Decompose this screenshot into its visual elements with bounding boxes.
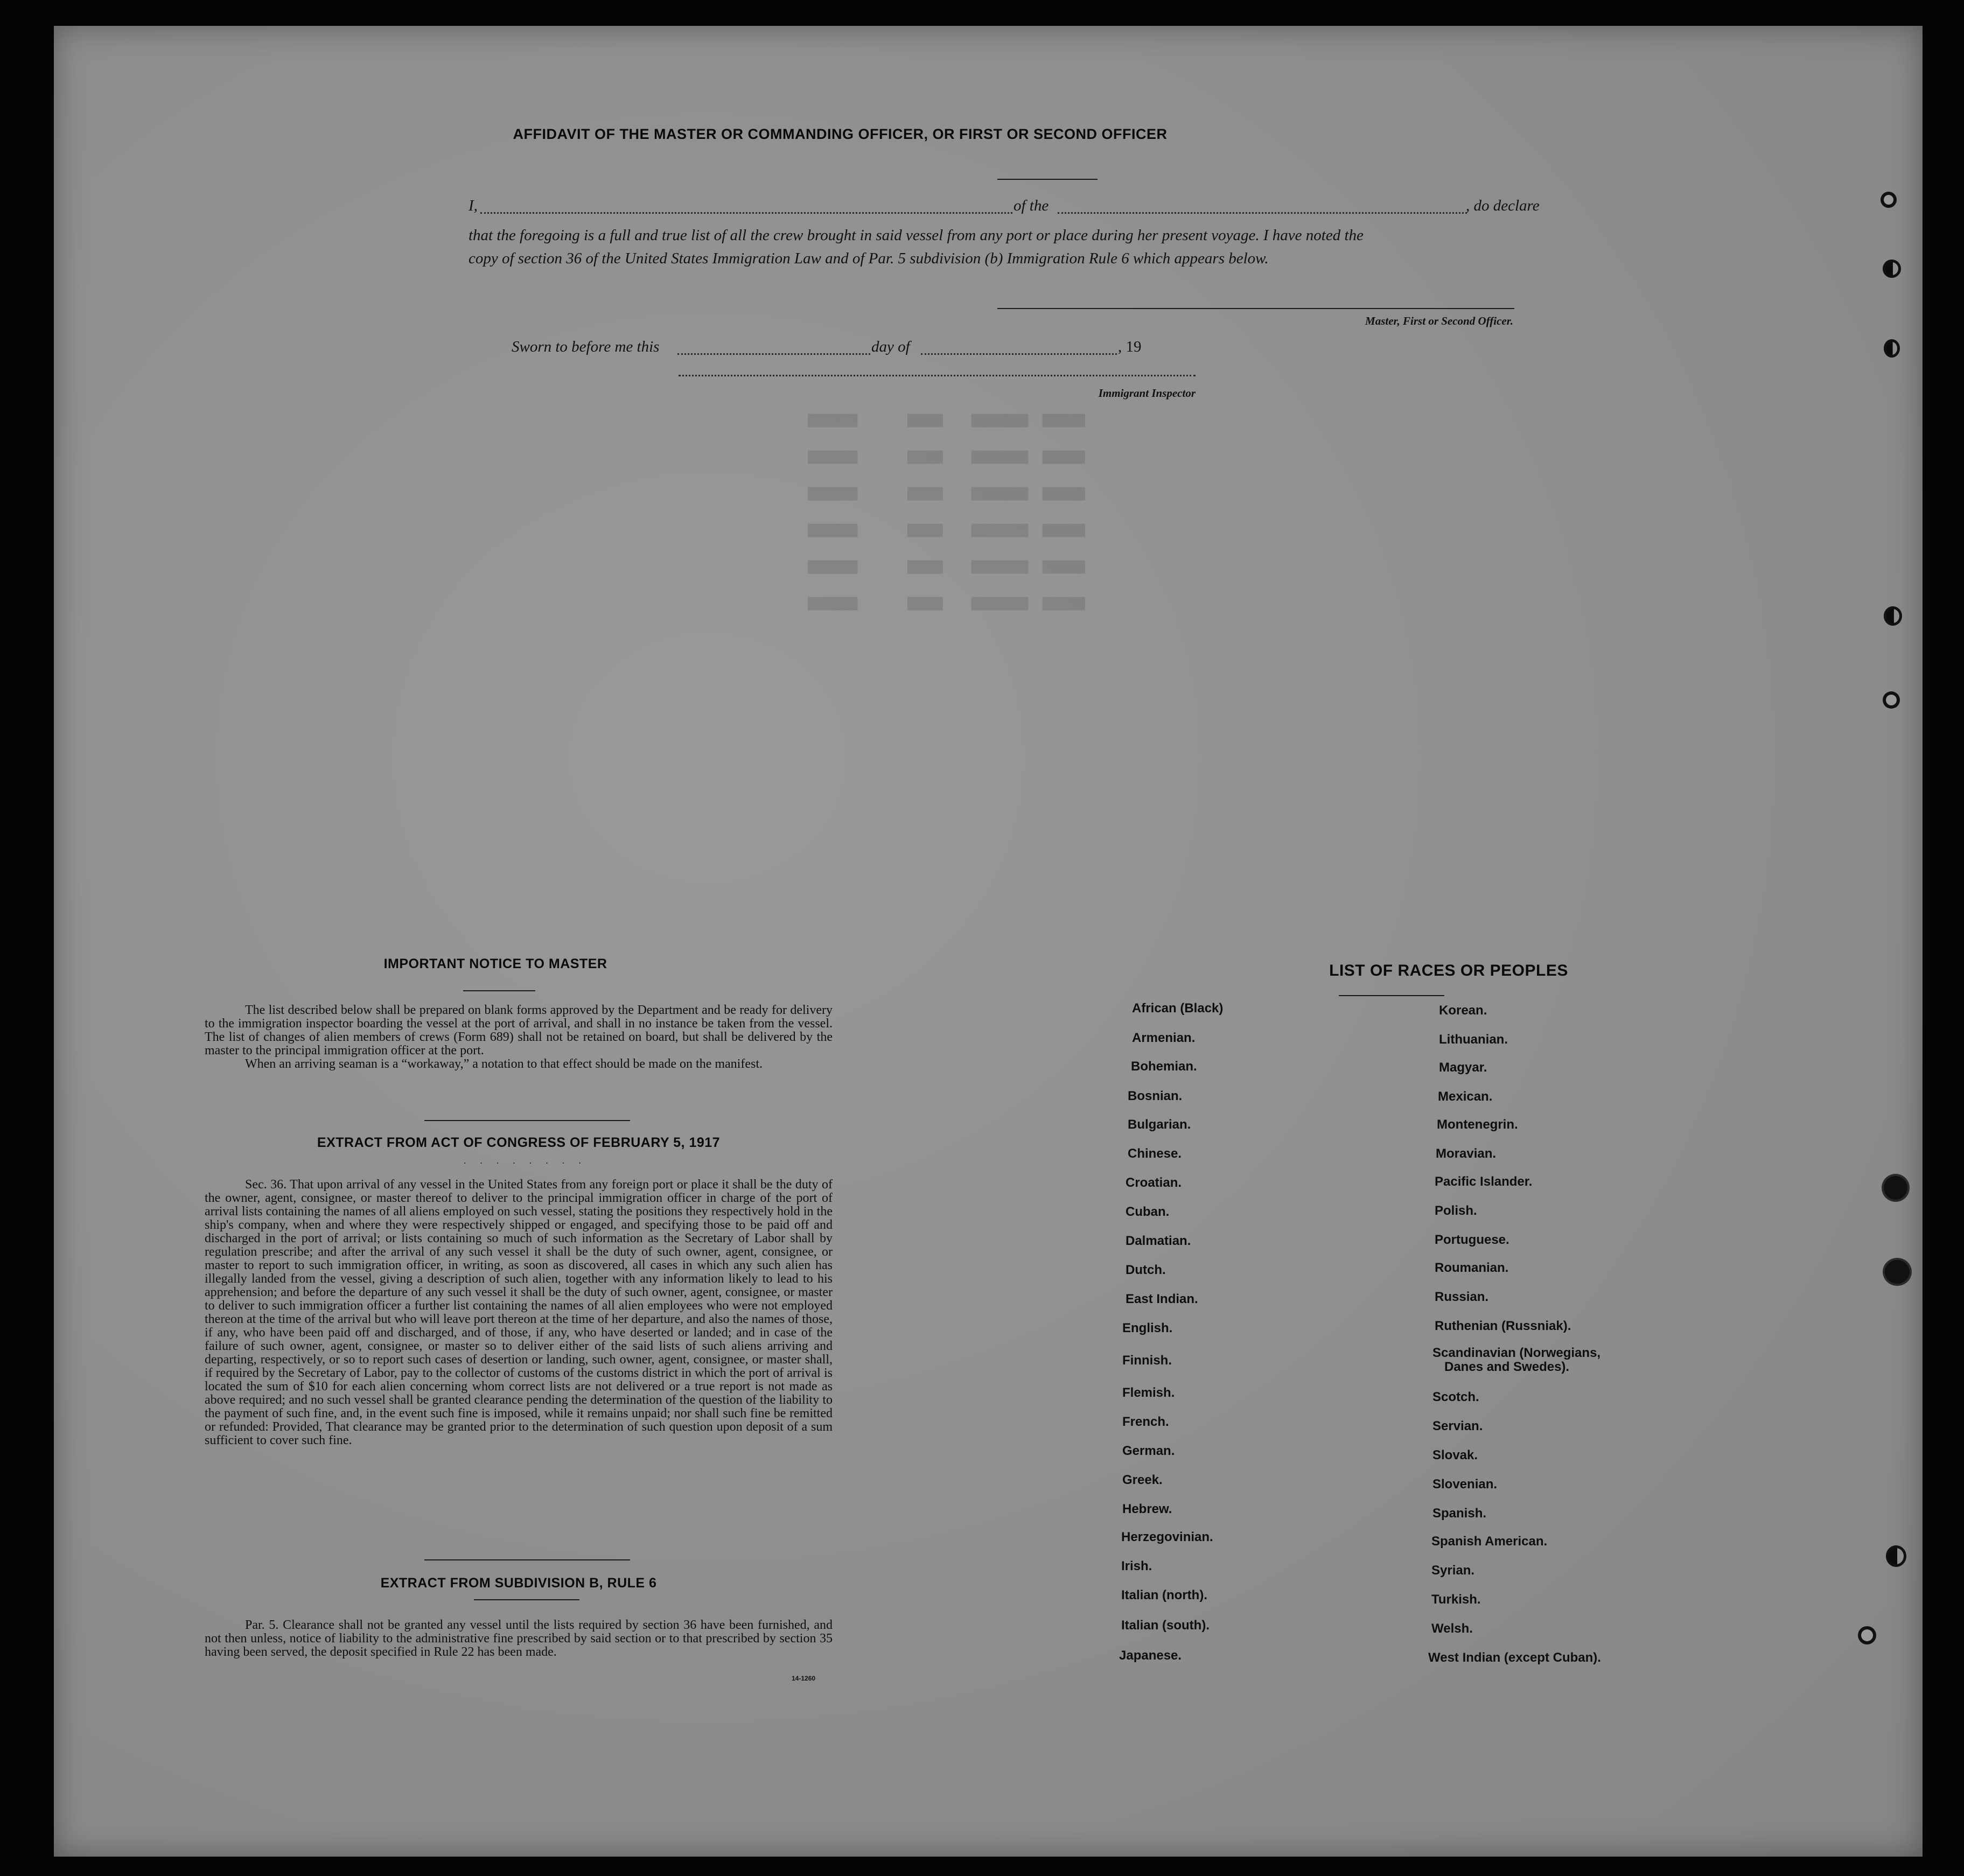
affidavit-title: AFFIDAVIT OF THE MASTER OR COMMANDING OFFICER, OR FIRST OR SECOND OFFICER	[513, 126, 1168, 142]
races-right-column	[1428, 1003, 1737, 1720]
race-item: Danes and Swedes).	[1444, 1360, 1570, 1374]
inspector-label: Immigrant Inspector	[1098, 387, 1196, 400]
race-item: Lithuanian.	[1439, 1032, 1508, 1047]
race-item: Greek.	[1122, 1473, 1163, 1487]
binder-hole	[1881, 192, 1897, 208]
race-item: Magyar.	[1439, 1060, 1487, 1075]
race-item: Korean.	[1439, 1003, 1487, 1018]
sworn-label: Sworn to before me this	[512, 338, 660, 355]
race-item: Bulgarian.	[1128, 1117, 1191, 1132]
bleed-through-texture: ███████ █████ ████████ ██████ ███████ █████ ████████ ██████ ███████ █████ ████████ ██████ ███████ █████ ████████ ██████ ███████ █████ ████████ ██████ ███████ █████ ████████ ██████	[808, 414, 1085, 611]
race-item: English.	[1122, 1321, 1173, 1335]
race-item: Hebrew.	[1122, 1502, 1172, 1516]
race-item: Scandinavian (Norwegians,	[1432, 1346, 1601, 1360]
section-divider-2	[424, 1559, 630, 1560]
race-item: Chinese.	[1128, 1146, 1182, 1161]
race-item: Japanese.	[1119, 1648, 1182, 1663]
race-item: Spanish American.	[1431, 1534, 1548, 1549]
race-item: French.	[1122, 1415, 1169, 1429]
notice-paragraph-1: The list described below shall be prepared on blank forms approved by the Department and be ready for delivery to the immigration inspector boarding the vessel at the port of arrival, and shall in no instance be taken from the vessel. The list of changes of alien members of crews (Form 689) shall not be retained on board, but shall be delivered by the master to the principal immigration officer at the port.	[205, 1003, 833, 1058]
signature-label: Master, First or Second Officer.	[1365, 314, 1513, 327]
race-item: Cuban.	[1126, 1205, 1170, 1219]
race-item: Bohemian.	[1131, 1059, 1197, 1074]
affidavit-i-label: I,	[469, 197, 478, 214]
act-section-36-text: Sec. 36. That upon arrival of any vessel in the United States from any foreign port or place it shall be the duty of the owner, agent, consignee, or master thereof to deliver to the principal immigration officer in charge of the port of arrival lists containing the names of all aliens employed on such vessel, stating the positions they respectively hold in the ship's company, when and where they were respectively shipped or engaged, and specifying those to be paid off and discharged in the port of arrival; or lists containing so much of such information as the Secretary of Labor shall by regulation prescribe; and after the arrival of any such vessel it shall be the duty of such owner, agent, consignee, or master to report to such immigration officer, in writing, as soon as discovered, all cases in which any such alien has illegally landed from the vessel, giving a description of such alien, together with any information likely to lead to his apprehension; and before the departure of any such vessel it shall be the duty of such owner, agent, consignee, or master to deliver to such immigration officer a further list containing the names of all alien employees who were not employed thereon at the time of the arrival but who will leave port thereon at the time of her departure, and also the names of those, if any, who have been paid off and discharged, and of those, if any, who have deserted or landed; and in case of the failure of such owner, agent, consignee, or master so to deliver either of the said lists of such aliens arriving and departing, respectively, or so to report such cases of desertion or landing, such owner, agent, consignee, or master shall, if required by the Secretary of Labor, pay to the collector of customs of the customs district in which the port of arrival is located the sum of $10 for each alien concerning whom correct lists are not delivered or a true report is not made as above required; and no such vessel shall be granted clearance pending the determination of the question of the liability to the payment of such fine, and, in the event such fine is imposed, while it remains unpaid; nor shall such fine be remitted or refunded: Provided, That clearance may be granted prior to the determination of such question upon deposit of a sum sufficient to cover such fine.	[205, 1178, 833, 1447]
affidavit-declare-label: , do declare	[1466, 197, 1540, 214]
inspector-signature-line	[679, 375, 1196, 376]
affidavit-of-the-label: of the	[1014, 197, 1049, 214]
race-item: Bosnian.	[1128, 1089, 1183, 1103]
document-page	[54, 26, 1923, 1857]
binder-hole	[1884, 606, 1902, 626]
race-item: Pacific Islander.	[1435, 1174, 1533, 1189]
races-left-column	[1119, 1001, 1427, 1718]
race-item: Mexican.	[1438, 1089, 1493, 1104]
race-item: Polish.	[1435, 1203, 1477, 1218]
binder-hole	[1885, 1260, 1910, 1284]
day-of-label: day of	[871, 338, 910, 355]
act-title: EXTRACT FROM ACT OF CONGRESS OF FEBRUARY 5, 1917	[317, 1135, 721, 1150]
race-item: German.	[1122, 1444, 1175, 1458]
race-item: Herzegovinian.	[1121, 1530, 1213, 1544]
sworn-day-blank	[677, 353, 870, 355]
binder-hole	[1884, 1176, 1907, 1200]
race-item: Dutch.	[1126, 1263, 1166, 1277]
race-item: Slovak.	[1432, 1448, 1478, 1462]
race-item: African (Black)	[1132, 1001, 1224, 1016]
race-item: Irish.	[1121, 1559, 1152, 1573]
binder-hole	[1858, 1626, 1876, 1644]
affidavit-title-rule	[997, 179, 1098, 180]
race-item: Italian (north).	[1121, 1588, 1207, 1602]
race-item: Scotch.	[1432, 1390, 1479, 1404]
race-item: Turkish.	[1431, 1592, 1481, 1607]
race-item: Spanish.	[1432, 1506, 1487, 1521]
section-divider-1	[424, 1120, 630, 1121]
race-item: Roumanian.	[1435, 1261, 1509, 1275]
race-item: West Indian (except Cuban).	[1428, 1650, 1601, 1665]
race-item: Portuguese.	[1435, 1233, 1509, 1247]
race-item: Italian (south).	[1121, 1618, 1210, 1633]
sworn-month-blank	[921, 353, 1117, 355]
vessel-name-blank	[1058, 212, 1467, 214]
affidavit-line-2: that the foregoing is a full and true list of all the crew brought in said vessel from any port or place during her present voyage. I have noted the	[469, 227, 1364, 244]
race-item: Slovenian.	[1432, 1477, 1498, 1492]
act-title-dots: · · · · · · · ·	[463, 1158, 587, 1168]
binder-hole	[1884, 339, 1900, 358]
races-title: LIST OF RACES OR PEOPLES	[1329, 962, 1568, 979]
signature-line	[997, 308, 1514, 309]
act-body-container	[205, 1178, 833, 1447]
race-item: Croatian.	[1126, 1175, 1182, 1190]
race-item: Ruthenian (Russniak).	[1435, 1319, 1571, 1333]
binder-hole	[1886, 1545, 1906, 1567]
race-item: Servian.	[1432, 1419, 1483, 1433]
name-blank	[480, 212, 1012, 214]
notice-title-rule	[463, 990, 535, 991]
sworn-line	[512, 338, 1212, 360]
affidavit-line-1	[469, 197, 1578, 219]
race-item: Moravian.	[1436, 1146, 1497, 1161]
race-item: Welsh.	[1431, 1621, 1473, 1636]
rule-paragraph-5-text: Par. 5. Clearance shall not be granted any vessel until the lists required by section 36 have been furnished, and not then unless, notice of liability to the administrative fine prescribed by said section or to that prescribed by section 35 having been served, the deposit specified in Rule 22 has been made.	[205, 1618, 833, 1659]
race-item: East Indian.	[1126, 1292, 1198, 1306]
affidavit-line-3: copy of section 36 of the United States Immigration Law and of Par. 5 subdivision (b) Immigration Rule 6 which appears below.	[469, 250, 1269, 267]
year-label: , 19	[1118, 338, 1142, 355]
notice-body	[205, 1004, 833, 1071]
race-item: Montenegrin.	[1437, 1117, 1518, 1132]
notice-paragraph-2: When an arriving seaman is a “workaway,” a notation to that effect should be made on the manifest.	[245, 1057, 763, 1071]
form-number: 14-1260	[792, 1675, 816, 1682]
race-item: Armenian.	[1132, 1031, 1196, 1045]
rule-title-rule	[474, 1599, 579, 1600]
binder-hole	[1883, 260, 1901, 278]
race-item: Dalmatian.	[1126, 1234, 1191, 1248]
rule-body-container	[205, 1619, 833, 1659]
race-item: Flemish.	[1122, 1385, 1175, 1400]
rule-title: EXTRACT FROM SUBDIVISION B, RULE 6	[380, 1576, 657, 1591]
race-item: Syrian.	[1431, 1563, 1475, 1578]
races-title-rule	[1339, 995, 1444, 996]
race-item: Finnish.	[1122, 1353, 1172, 1368]
notice-title: IMPORTANT NOTICE TO MASTER	[383, 956, 607, 971]
binder-hole	[1883, 691, 1900, 709]
race-item: Russian.	[1435, 1290, 1489, 1304]
